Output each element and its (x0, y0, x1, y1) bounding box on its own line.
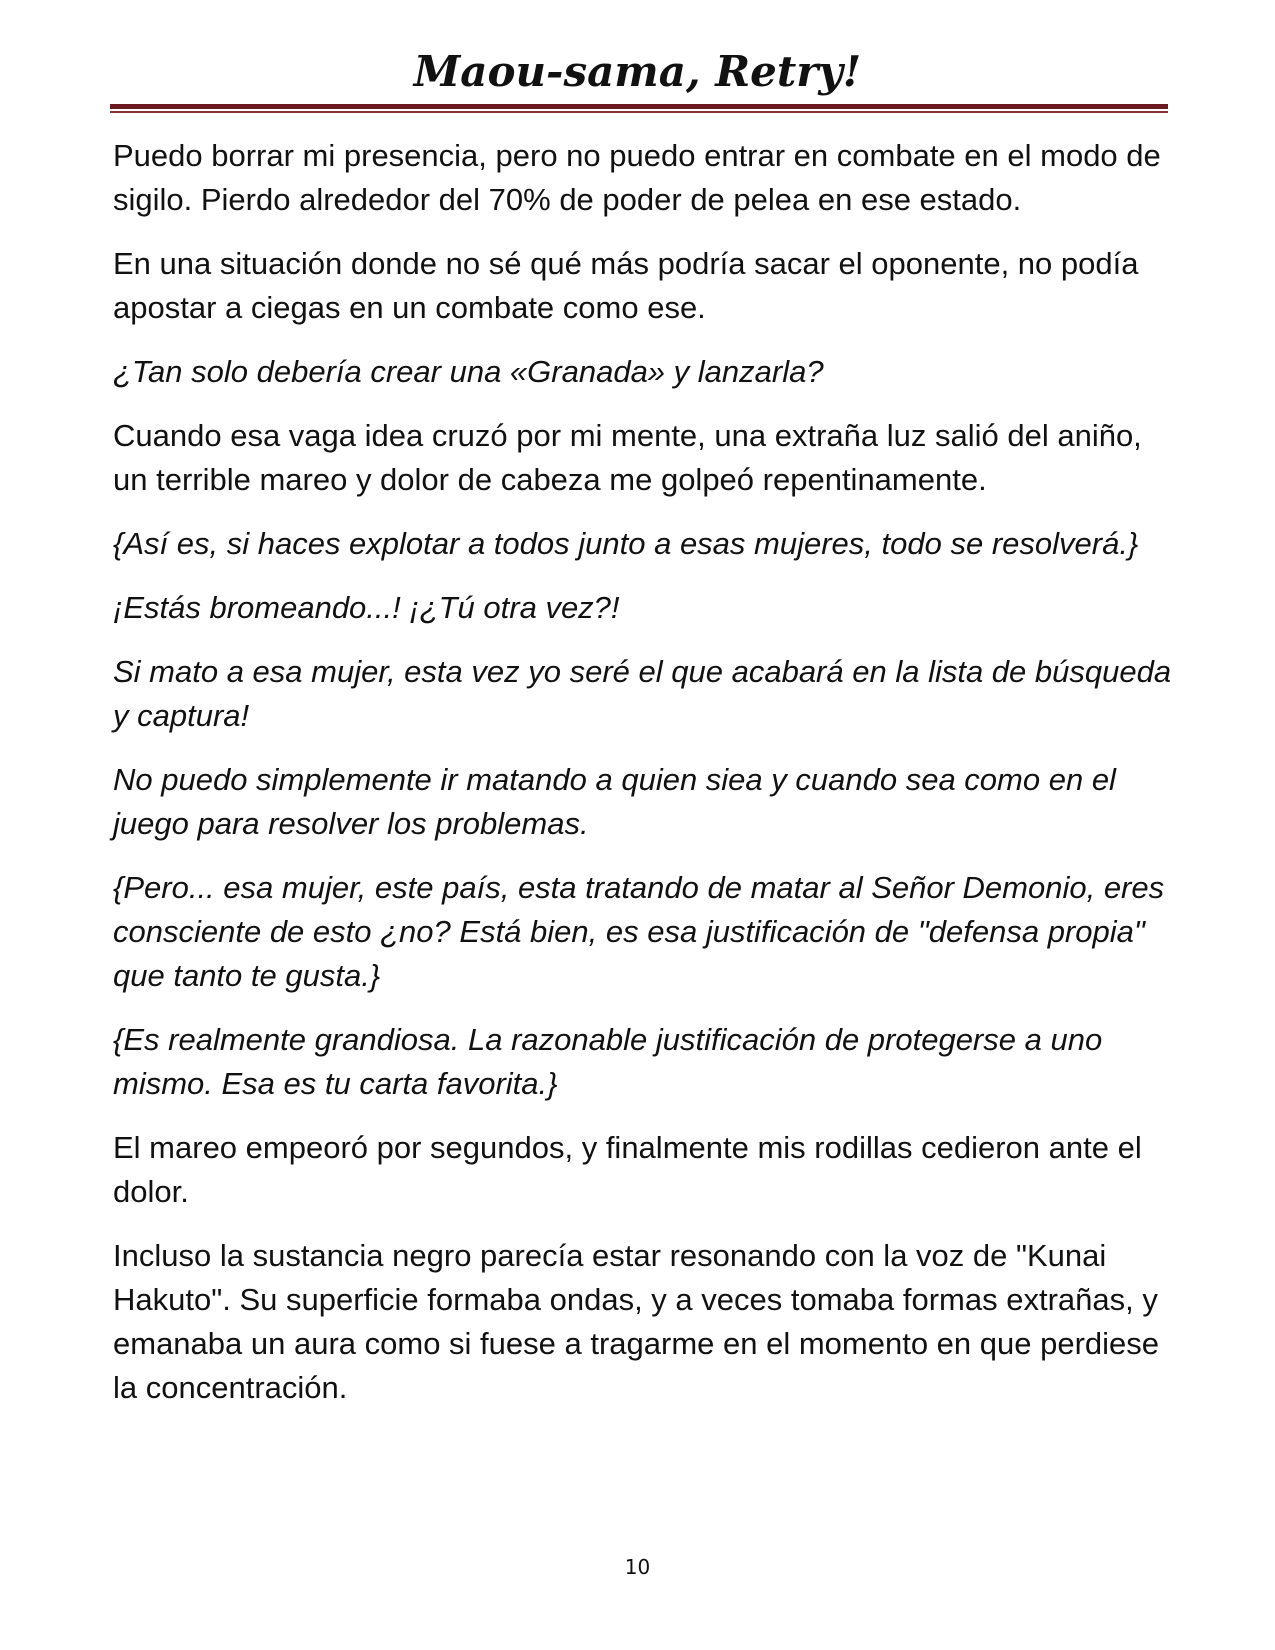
page-header-title: Maou-sama, Retry! (413, 47, 862, 96)
paragraph: El mareo empeoró por segundos, y finalmente mis rodillas cedieron ante el dolor. (113, 1130, 1142, 1209)
header-divider-thick (110, 104, 1168, 109)
paragraph: {Así es, si haces explotar a todos junto a esas mujeres, todo se resolverá.} (113, 526, 1139, 561)
body-text (113, 134, 1173, 1430)
paragraph: Incluso la sustancia negro parecía estar resonando con la voz de "Kunai Hakuto". Su superficie formaba ondas, y a veces tomaba formas extrañas, y emanaba un aura como si fuese a tragarme en el momento en que perdiese la concentración. (113, 1238, 1160, 1405)
page-number: 10 (624, 1555, 651, 1579)
paragraph: ¡Estás bromeando...! ¡¿Tú otra vez?! (113, 590, 620, 625)
paragraph: {Es realmente grandiosa. La razonable justificación de protegerse a uno mismo. Esa es tu carta favorita.} (113, 1022, 1103, 1101)
paragraph: {Pero... esa mujer, este país, esta tratando de matar al Señor Demonio, eres consciente de esto ¿no? Está bien, es esa justificación de "defensa propia" que tanto te gusta.} (113, 870, 1165, 993)
paragraph: Si mato a esa mujer, esta vez yo seré el que acabará en la lista de búsqueda y captura! (113, 654, 1172, 733)
paragraph: En una situación donde no sé qué más podría sacar el oponente, no podía apostar a ciegas en un combate como ese. (113, 246, 1139, 325)
paragraph: No puedo simplemente ir matando a quien siea y cuando sea como en el juego para resolver los problemas. (113, 762, 1116, 841)
paragraph: Puedo borrar mi presencia, pero no puedo entrar en combate en el modo de sigilo. Pierdo alrededor del 70% de poder de pelea en ese estado. (113, 138, 1161, 217)
header-divider-thin (110, 111, 1168, 113)
paragraph: ¿Tan solo debería crear una «Granada» y lanzarla? (113, 354, 824, 389)
paragraph: Cuando esa vaga idea cruzó por mi mente, una extraña luz salió del aniño, un terrible mareo y dolor de cabeza me golpeó repentinamente. (113, 418, 1142, 497)
